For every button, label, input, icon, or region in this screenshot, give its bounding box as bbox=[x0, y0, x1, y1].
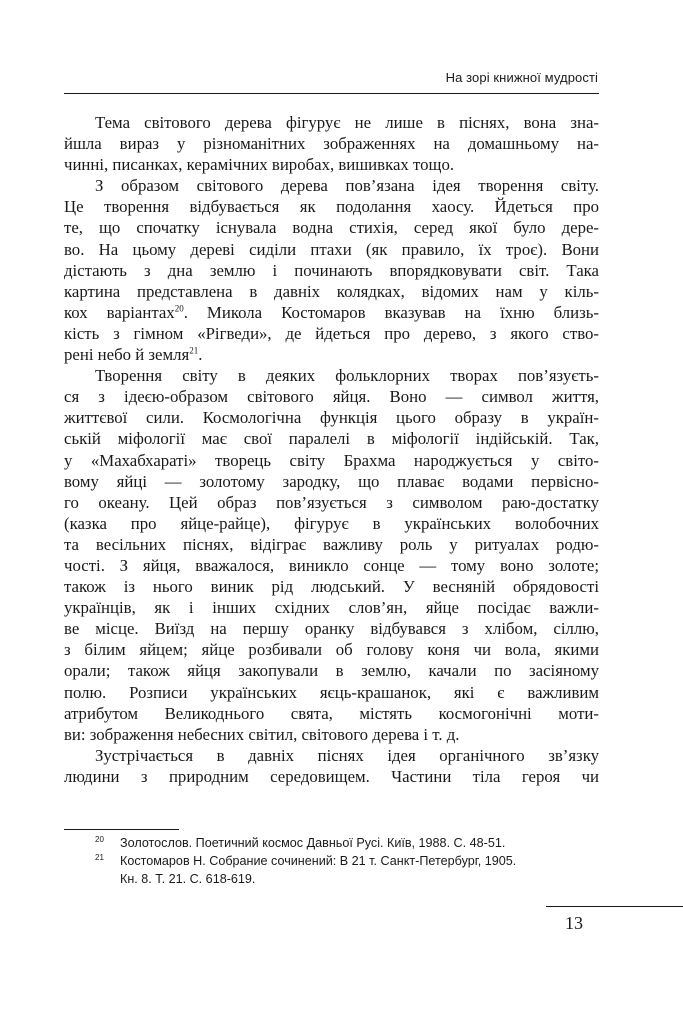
text-line: чинні, писанках, керамічних виробах, вишивках тощо. bbox=[64, 155, 455, 175]
text-line: також із нього виник рід людський. У весняній обрядовості bbox=[64, 577, 599, 597]
text-fragment: кох варіантах bbox=[64, 302, 175, 322]
text-line: Це творення відбувається як подолання хаосу. Йдеться про bbox=[64, 197, 599, 217]
text-line: у «Махабхараті» творець світу Брахма народжується у світо- bbox=[64, 450, 599, 470]
footnote-ref-21[interactable]: 21 bbox=[189, 345, 199, 356]
footnote-20 bbox=[64, 834, 599, 852]
text-line: го океану. Цей образ пов’язується з символом раю-достатку bbox=[64, 492, 599, 512]
paragraph-3 bbox=[64, 365, 599, 745]
text-line: ся з ідеєю-образом світового яйця. Воно — символ життя, bbox=[64, 387, 599, 407]
footnote-ref-20[interactable]: 20 bbox=[174, 303, 184, 314]
footnote-text: Кн. 8. Т. 21. С. 618-619. bbox=[120, 872, 256, 886]
paragraph-1 bbox=[64, 112, 599, 175]
text-line: та весільних піснях, відіграє важливу роль у ритуалах родю- bbox=[64, 534, 599, 554]
paragraph-2 bbox=[64, 175, 599, 365]
footnote-21 bbox=[64, 852, 599, 888]
text-fragment: . bbox=[198, 345, 203, 365]
footnote-text: Костомаров Н. Собрание сочинений: В 21 т. Санкт-Петербург, 1905. bbox=[120, 854, 517, 868]
footnote-text: Золотослов. Поетичний космос Давньої Русі. Київ, 1988. С. 48-51. bbox=[120, 836, 506, 850]
running-head: На зорі книжної мудрості bbox=[445, 70, 598, 85]
text-line bbox=[64, 302, 599, 323]
text-line: людини з природним середовищем. Частини тіла героя чи bbox=[64, 766, 599, 786]
text-line bbox=[64, 344, 599, 365]
footnote-number: 20 bbox=[95, 835, 104, 844]
text-line: те, що спочатку існувала водна стихія, серед якої було дере- bbox=[64, 218, 599, 238]
text-line: полю. Розписи українських яєць-крашанок, які є важливим bbox=[64, 682, 599, 702]
text-line: кість з гімном «Рігведи», де йдеться про дерево, з якого ство- bbox=[64, 323, 599, 343]
text-line: Тема світового дерева фігурує не лише в піснях, вона зна- bbox=[95, 113, 599, 132]
page-number: 13 bbox=[565, 913, 583, 933]
body-text bbox=[64, 112, 599, 787]
text-fragment: . Микола Костомаров вказував на їхню близь- bbox=[183, 302, 600, 322]
text-fragment: рені небо й земля bbox=[64, 345, 190, 365]
text-line: атрибутом Великоднього свята, містять космогонічні моти- bbox=[64, 703, 599, 723]
text-line: ве місце. Виїзд на першу оранку відбувався з хлібом, сіллю, bbox=[64, 619, 599, 639]
text-line: життєвої сили. Космологічна функція цього образу в україн- bbox=[64, 408, 599, 428]
text-line: ській міфології має свої паралелі в міфології індійській. Так, bbox=[64, 429, 599, 449]
text-line: Творення світу в деяких фольклорних творах пов’язуєть- bbox=[95, 366, 599, 386]
footer-rule bbox=[546, 906, 683, 907]
text-line: орали; також яйця закопували в землю, качали по засіяному bbox=[64, 661, 599, 681]
text-line: українців, як і інших східних слов’ян, яйце посідає важли- bbox=[64, 598, 599, 618]
text-line: во. На цьому дереві сиділи птахи (як правило, їх троє). Вони bbox=[64, 239, 599, 259]
header-rule bbox=[64, 93, 599, 94]
paragraph-4 bbox=[64, 745, 599, 787]
text-line: ви: зображення небесних світил, світового дерева і т. д. bbox=[64, 724, 460, 744]
footnotes bbox=[64, 834, 599, 888]
text-line: вому яйці — золотому зародку, що плаває водами первісно- bbox=[64, 471, 599, 491]
footnote-rule bbox=[64, 829, 179, 830]
text-line: йшла вираз у різноманітних зображеннях на домашньому на- bbox=[64, 134, 599, 154]
text-line: картина представлена в давніх колядках, відомих нам у кіль- bbox=[64, 281, 599, 301]
footnote-number: 21 bbox=[95, 853, 104, 862]
text-line: (казка про яйце-райце), фігурує в українських волобочних bbox=[64, 513, 599, 533]
text-line: Зустрічається в давніх піснях ідея органічного зв’язку bbox=[95, 745, 599, 765]
text-line: З образом світового дерева пов’язана ідея творення світу. bbox=[95, 176, 599, 196]
text-line: дістають з дна землю і починають впорядковувати світ. Така bbox=[64, 260, 599, 280]
text-line: чості. З яйця, вважалося, виникло сонце — тому воно золоте; bbox=[64, 555, 599, 575]
text-line: з білим яйцем; яйце розбивали об голову коня чи вола, якими bbox=[64, 640, 599, 660]
